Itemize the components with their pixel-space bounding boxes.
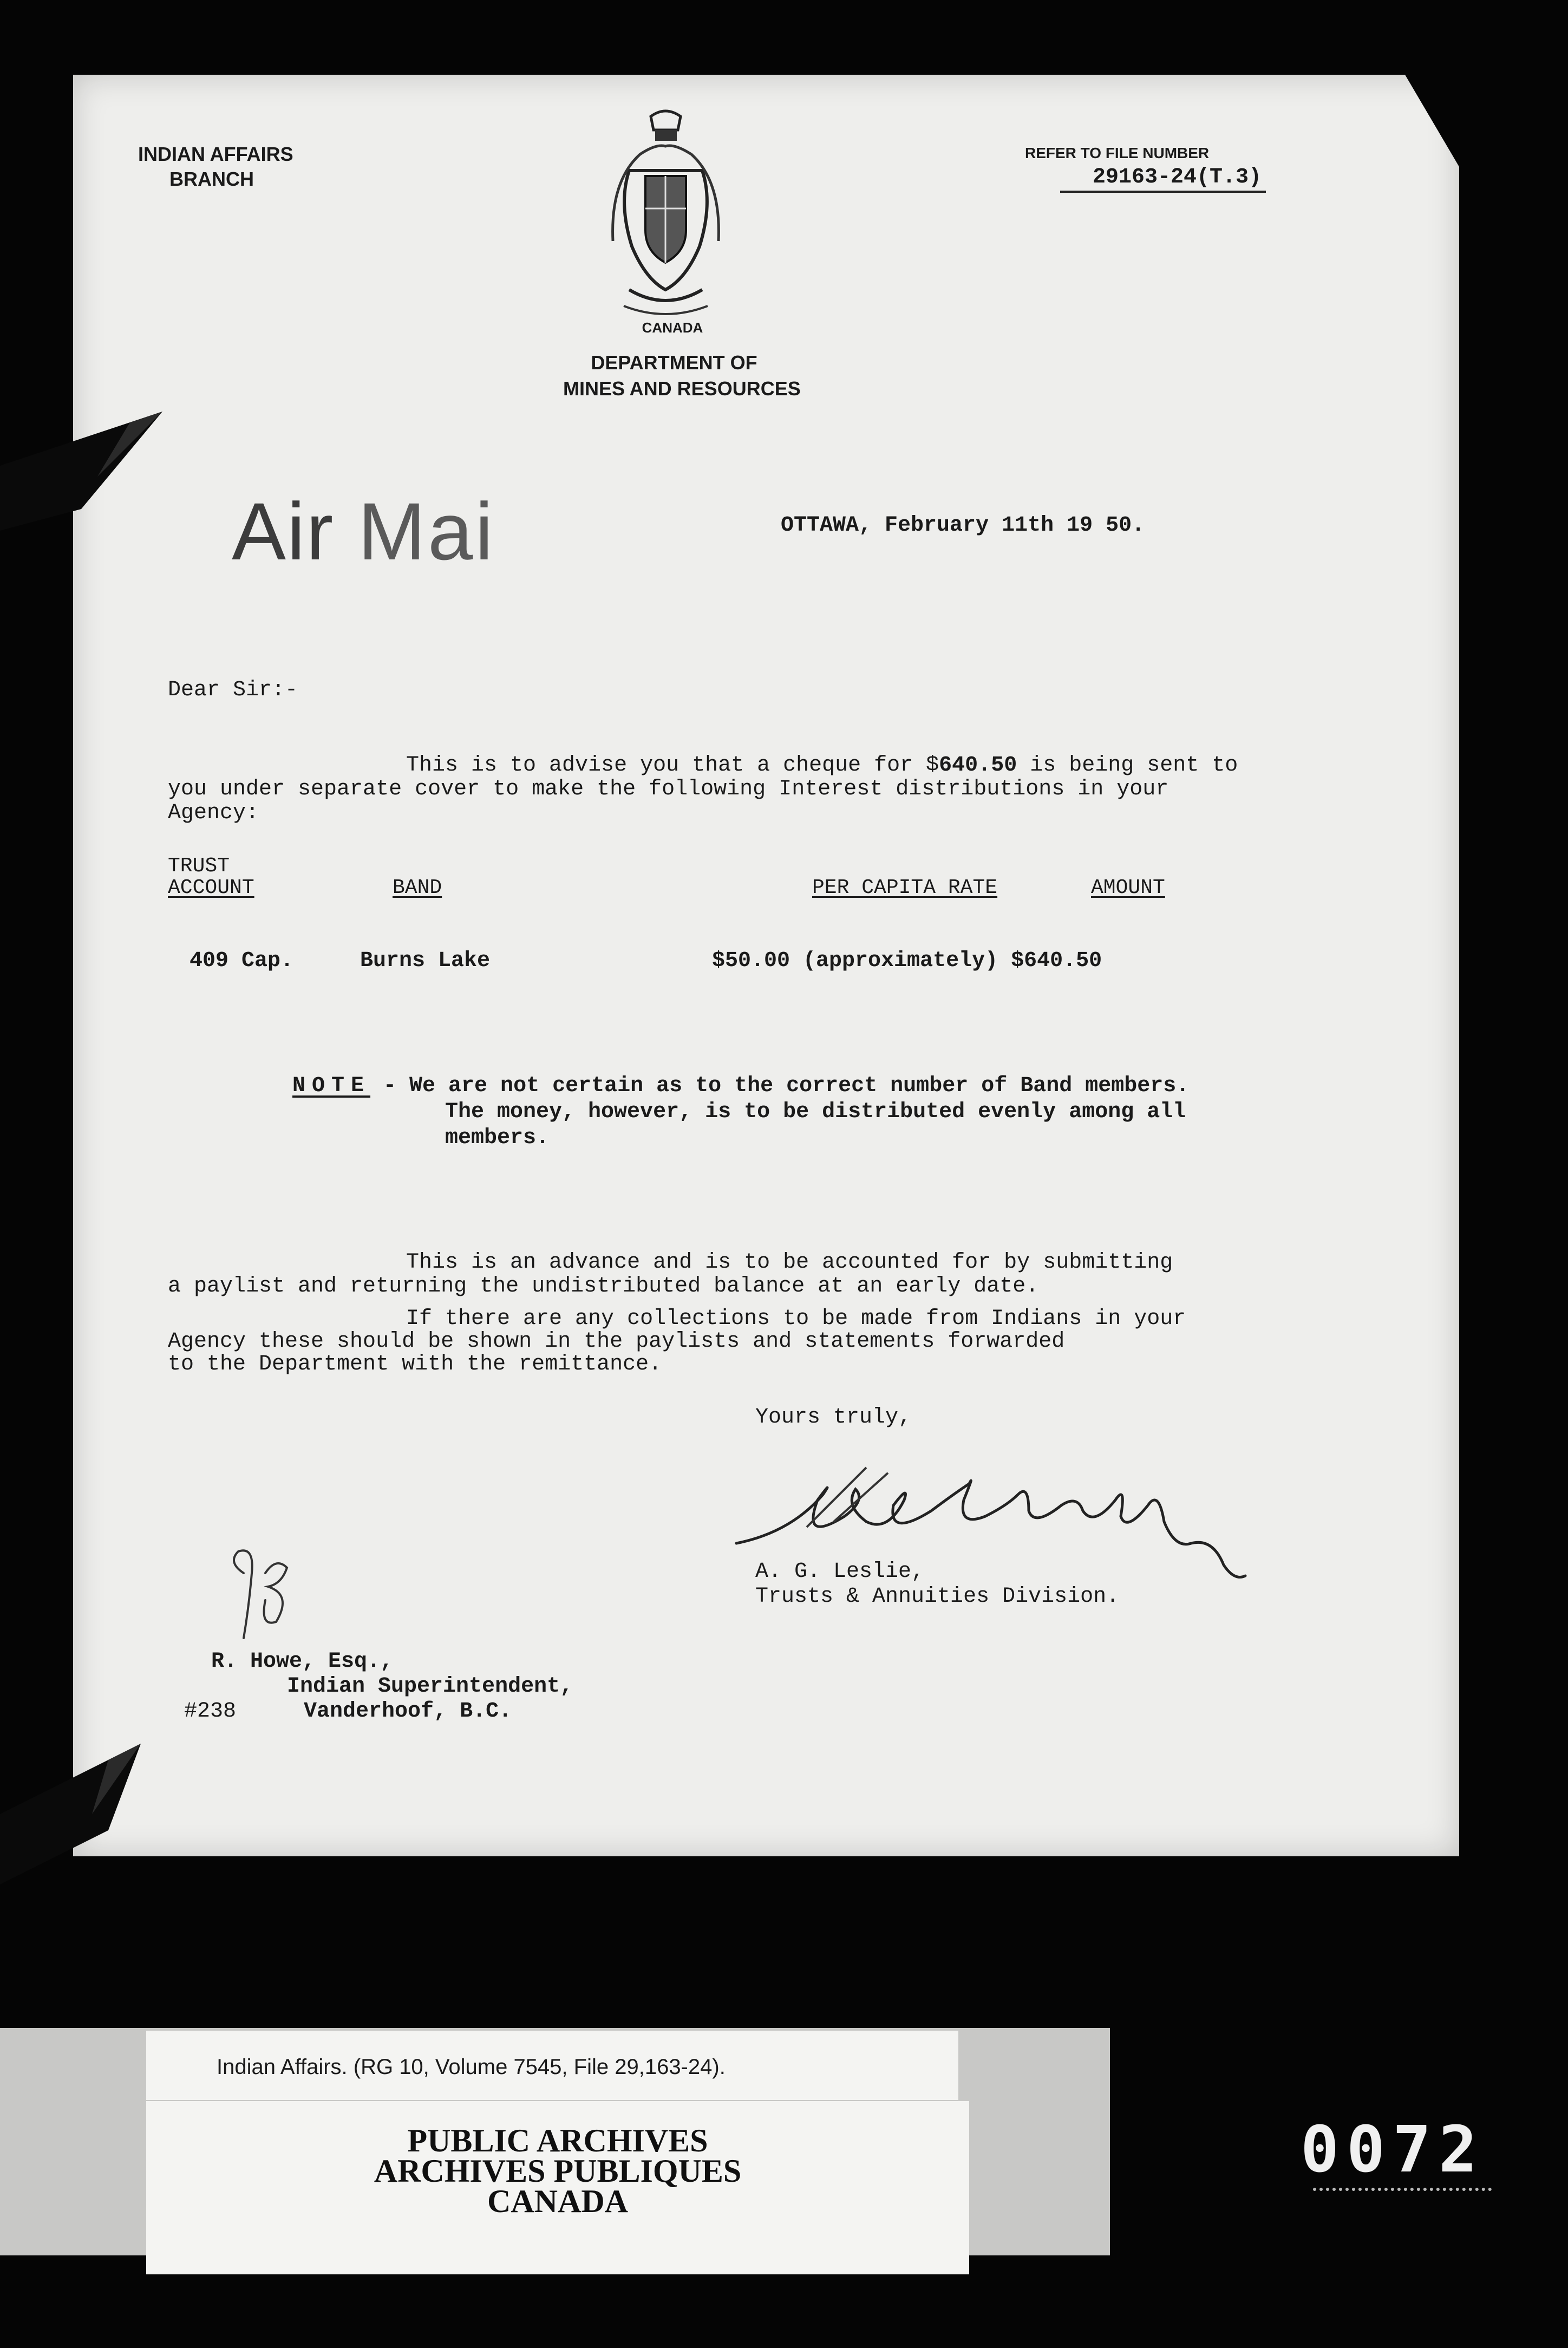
air-mail-stamp-air: Air (232, 486, 335, 577)
paragraph-cheque-text2: is being sent to you under separate cover to make the following Interest distributions in your Agency: (168, 753, 1238, 825)
recipient-block (184, 1649, 573, 1724)
note-line2: The money, however, is to be distributed evenly among all (445, 1100, 1186, 1124)
paragraph-advance (168, 1251, 1173, 1299)
branch-heading (138, 142, 293, 192)
paragraph-cheque (168, 754, 1251, 825)
file-number: 29163-24(T.3) (1060, 165, 1266, 193)
header-amount-text: AMOUNT (1091, 876, 1165, 899)
air-mail-stamp (232, 485, 495, 578)
header-band (393, 877, 442, 899)
margin-annotation (222, 1541, 303, 1649)
archive-stamp (146, 2123, 969, 2219)
department-line1: DEPARTMENT OF (591, 351, 757, 374)
row-account: 409 Cap. (190, 949, 294, 973)
row-amount: $640.50 (1011, 949, 1102, 973)
air-mail-stamp-mail: Mai (358, 486, 495, 577)
coat-of-arms-icon (607, 106, 724, 333)
archive-line3: CANADA (487, 2183, 628, 2219)
department-heading (563, 350, 801, 402)
recipient-name: R. Howe, Esq., (211, 1649, 394, 1674)
department-line2: MINES AND RESOURCES (563, 377, 801, 400)
paragraph-collections-line2: Agency these should be shown in the paylists and statements forwarded (168, 1329, 1065, 1354)
branch-line1: INDIAN AFFAIRS (138, 143, 293, 165)
cheque-amount: 640.50 (939, 753, 1017, 778)
recipient-title: Indian Superintendent, (287, 1674, 573, 1699)
file-number-label: REFER TO FILE NUMBER (1025, 145, 1210, 161)
paragraph-advance-line1: This is an advance and is to be accounted for by submitting (406, 1250, 1173, 1275)
signer-division: Trusts & Annuities Division. (755, 1584, 1120, 1609)
note-dash: - (370, 1074, 410, 1098)
paragraph-advance-line2: a paylist and returning the undistributed balance at an early date. (168, 1274, 1039, 1299)
recipient-location: Vanderhoof, B.C. (304, 1699, 512, 1724)
note-block (292, 1073, 1189, 1151)
row-rate: $50.00 (approximately) (712, 949, 998, 973)
recipient-number: #238 (184, 1699, 237, 1724)
paragraph-collections-line3: to the Department with the remittance. (168, 1352, 662, 1377)
dateline: OTTAWA, February 11th 19 50. (781, 513, 1145, 538)
note-heading: NOTE (292, 1074, 371, 1098)
frame-tick-marks (1313, 2188, 1492, 2199)
branch-line2: BRANCH (169, 168, 254, 190)
header-band-text: BAND (393, 876, 442, 899)
folded-corner (1405, 75, 1459, 167)
country-label: CANADA (642, 319, 703, 336)
header-rate-text: PER CAPITA RATE (812, 876, 998, 899)
archive-line2: ARCHIVES PUBLIQUES (374, 2153, 742, 2189)
frame-number: 0072 (1301, 2112, 1485, 2187)
header-trust-line1: TRUST (168, 855, 230, 878)
closing: Yours truly, (755, 1405, 912, 1430)
note-line3: members. (445, 1126, 550, 1150)
paragraph-collections (168, 1308, 1186, 1376)
paragraph-cheque-text1: This is to advise you that a cheque for $ (406, 753, 939, 778)
header-amount (1091, 877, 1165, 899)
row-rate-amount (712, 949, 1102, 973)
header-trust-line2: ACCOUNT (168, 876, 254, 899)
archive-line1: PUBLIC ARCHIVES (407, 2123, 708, 2158)
archive-citation: Indian Affairs. (RG 10, Volume 7545, File 29,163-24). (217, 2055, 726, 2079)
row-band: Burns Lake (360, 949, 491, 973)
paragraph-collections-line1: If there are any collections to be made from Indians in your (406, 1307, 1186, 1331)
pen-bottom-icon (0, 1733, 162, 1884)
salutation: Dear Sir:- (168, 678, 298, 702)
header-trust-account (168, 856, 254, 899)
signer-block (755, 1560, 1119, 1609)
note-line1: We are not certain as to the correct number of Band members. (409, 1074, 1190, 1098)
header-per-capita-rate (812, 877, 997, 899)
signer-name: A. G. Leslie, (755, 1560, 925, 1584)
pen-top-icon (0, 401, 162, 531)
